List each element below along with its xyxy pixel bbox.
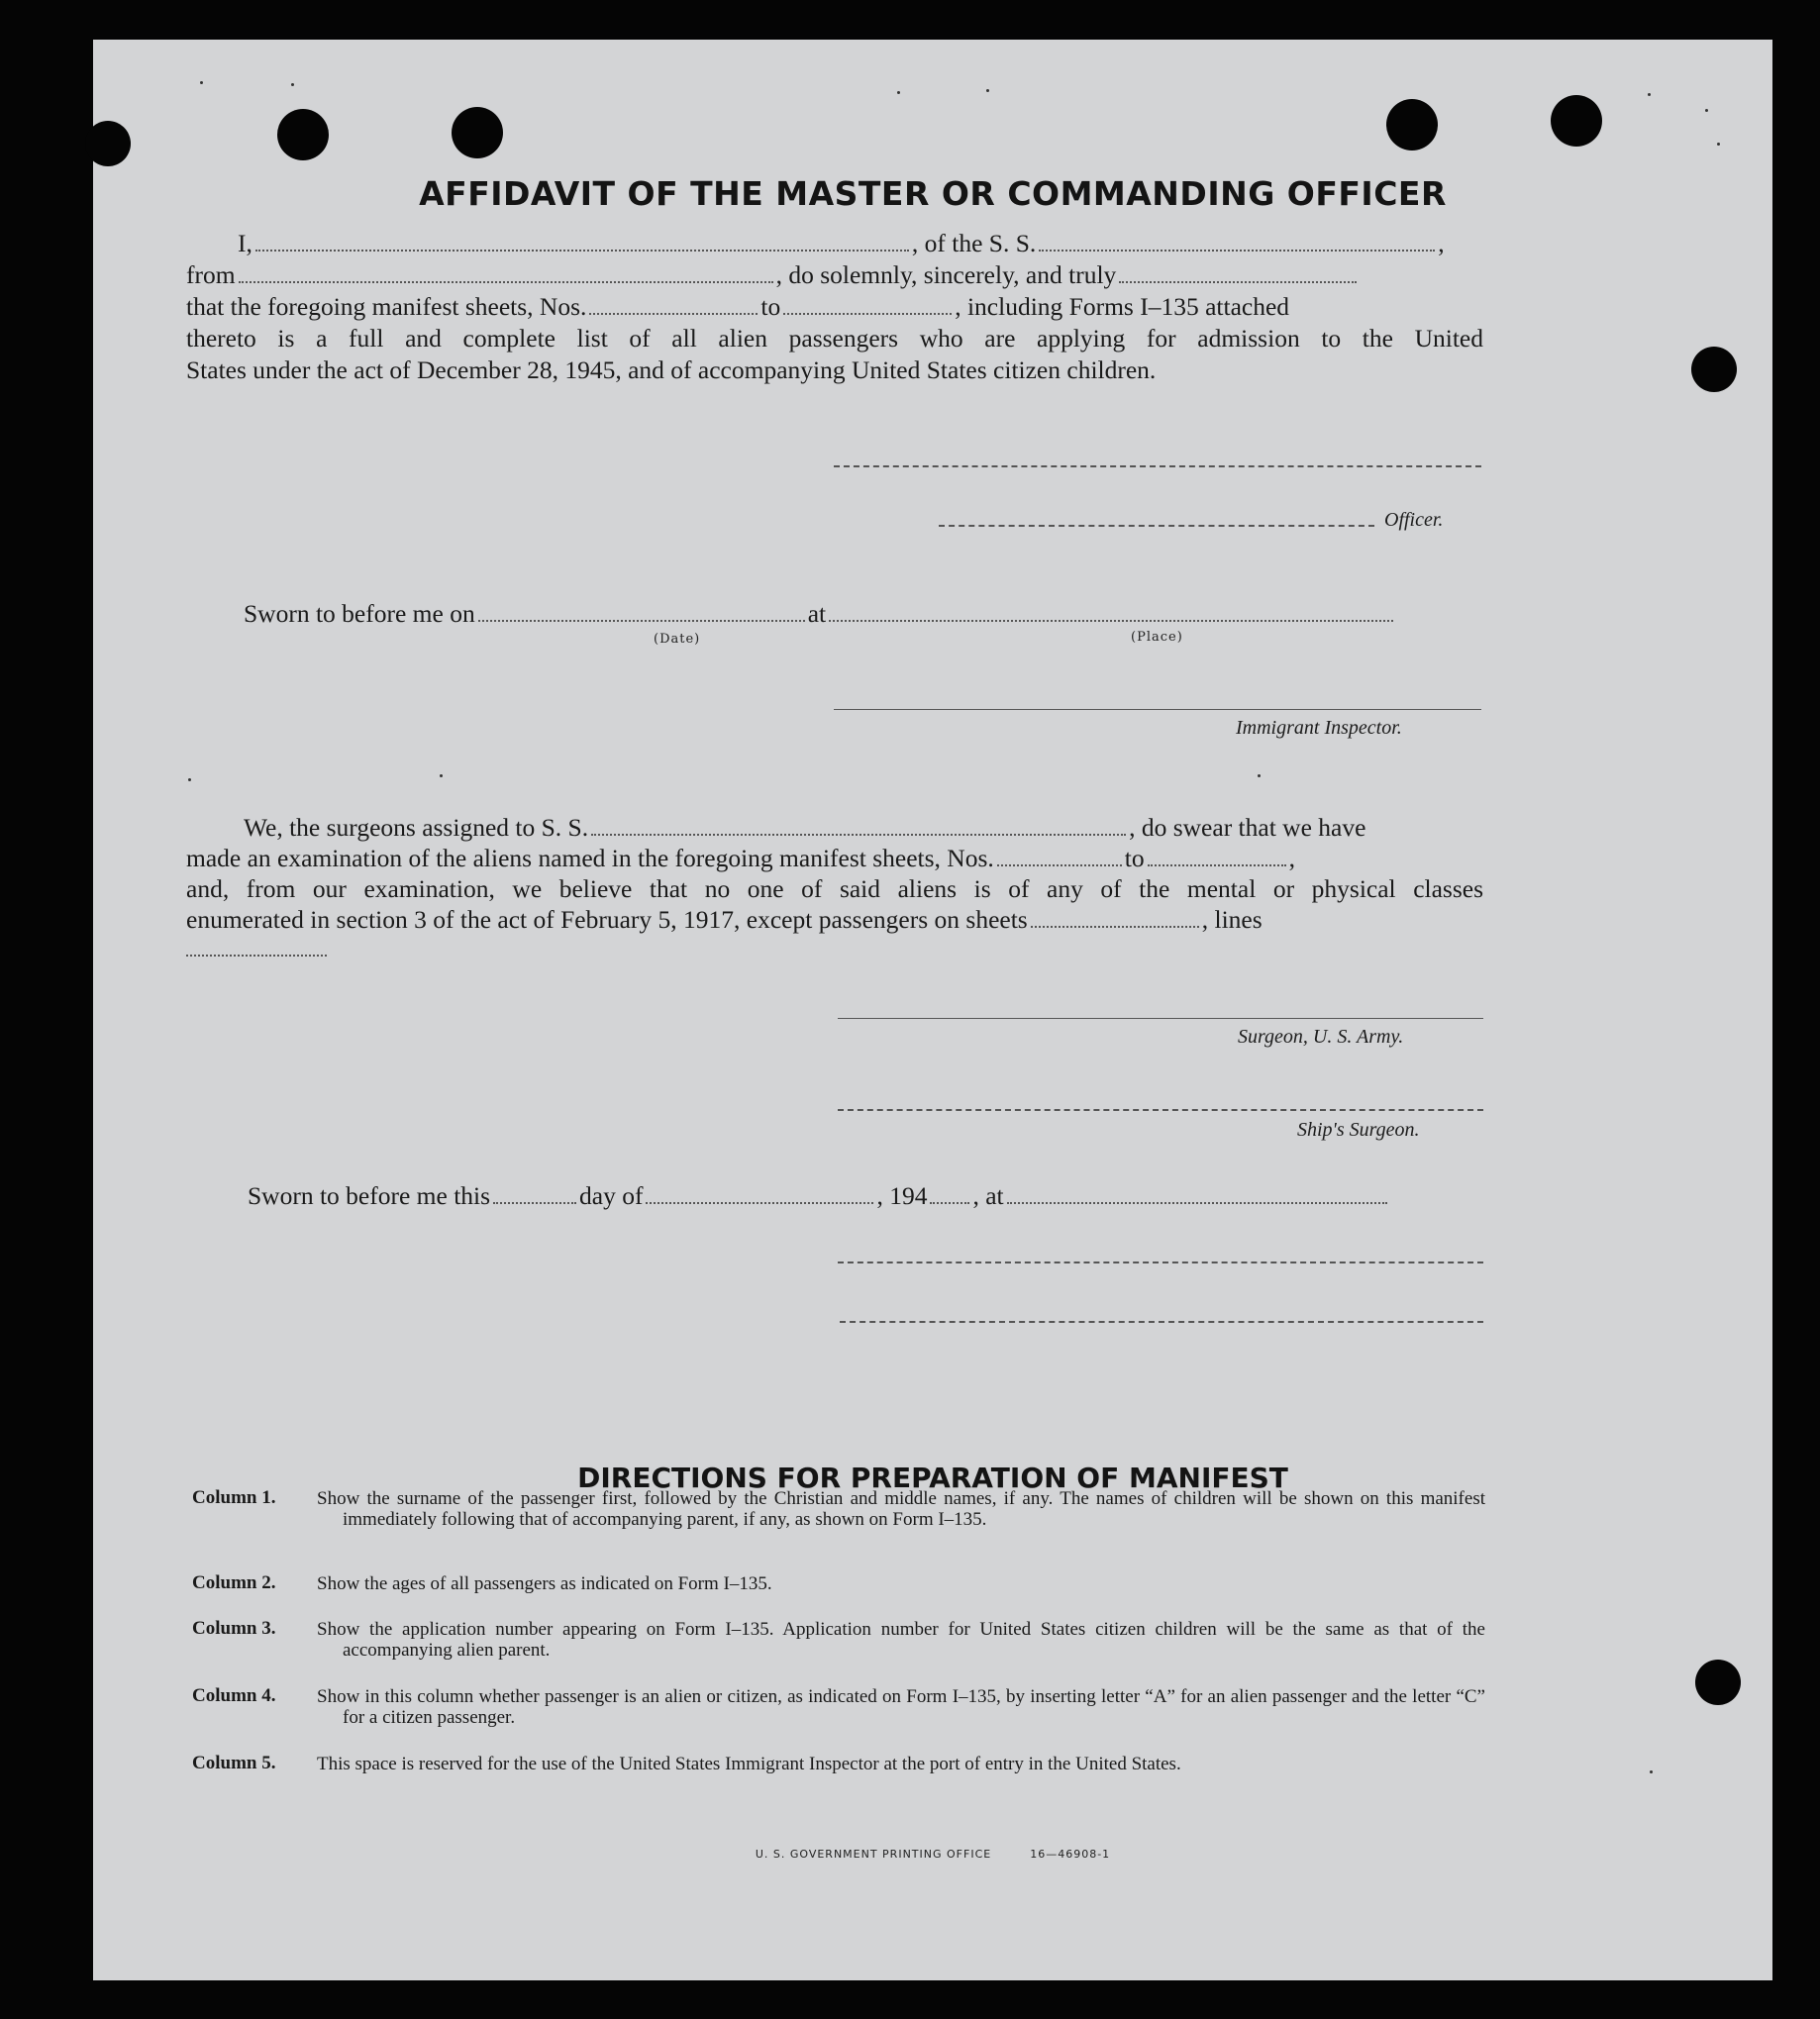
surgeon-ship-field[interactable] bbox=[591, 812, 1126, 836]
sheet-to-field[interactable] bbox=[783, 291, 952, 315]
surgeons-line-2 bbox=[186, 843, 1295, 873]
text-from: from bbox=[186, 260, 236, 289]
column-3-label: Column 3. bbox=[192, 1618, 276, 1639]
text-to: to bbox=[1124, 844, 1145, 872]
printer-footer bbox=[93, 1848, 1772, 1861]
surgeons-line-4 bbox=[186, 904, 1263, 935]
year-field[interactable] bbox=[930, 1180, 969, 1204]
inspector-signature-line[interactable] bbox=[834, 709, 1481, 710]
printer-name: U. S. GOVERNMENT PRINTING OFFICE bbox=[755, 1848, 992, 1861]
army-surgeon-signature-line[interactable] bbox=[838, 1018, 1483, 1019]
text-solemnly: , do solemnly, sincerely, and truly bbox=[775, 260, 1117, 289]
punch-hole bbox=[1691, 347, 1737, 392]
master-name-field[interactable] bbox=[255, 228, 909, 252]
column-3-text bbox=[317, 1619, 1485, 1661]
form-code: 16—46908-1 bbox=[1030, 1848, 1111, 1861]
army-surgeon-caption: Surgeon, U. S. Army. bbox=[1238, 1026, 1404, 1048]
text-comma: , bbox=[1288, 844, 1295, 872]
punch-hole bbox=[1386, 99, 1438, 151]
from-port-field[interactable] bbox=[239, 259, 773, 283]
text-surgeons-assigned: We, the surgeons assigned to S. S. bbox=[244, 813, 589, 842]
date-caption: (Date) bbox=[654, 632, 701, 647]
date-field[interactable] bbox=[478, 598, 805, 622]
except-sheets-field[interactable] bbox=[1031, 904, 1199, 928]
ship-surgeon-signature-line[interactable] bbox=[838, 1109, 1483, 1111]
column-5-label: Column 5. bbox=[192, 1753, 276, 1773]
text-do-swear: , do swear that we have bbox=[1129, 813, 1366, 842]
lines-field[interactable] bbox=[186, 933, 327, 957]
speck bbox=[291, 83, 294, 86]
affidavit-line-1 bbox=[238, 228, 1445, 258]
affidavit-line-3 bbox=[186, 291, 1289, 322]
speck bbox=[440, 774, 443, 777]
signature-line-2[interactable] bbox=[838, 1262, 1483, 1263]
affidavit-title: AFFIDAVIT OF THE MASTER OR COMMANDING OFFICER bbox=[419, 174, 1447, 213]
sworn-line-1 bbox=[244, 598, 1396, 629]
sheet-from-field[interactable] bbox=[589, 291, 758, 315]
surgeon-sheet-from-field[interactable] bbox=[997, 843, 1122, 866]
sworn-place-field[interactable] bbox=[1007, 1180, 1387, 1204]
text-enumerated: enumerated in section 3 of the act of February 5, 1917, except passengers on sheets bbox=[186, 905, 1028, 934]
column-5-text bbox=[317, 1754, 1485, 1774]
column-1-label: Column 1. bbox=[192, 1487, 276, 1508]
text-i: I, bbox=[238, 229, 253, 257]
text-day-of: day of bbox=[579, 1181, 644, 1210]
text-examination: made an examination of the aliens named in the foregoing manifest sheets, Nos. bbox=[186, 844, 994, 872]
speck bbox=[188, 778, 191, 781]
column-1-text bbox=[317, 1488, 1485, 1530]
speck bbox=[986, 89, 989, 92]
text-at: , at bbox=[972, 1181, 1004, 1210]
column-3-description: Show the application number appearing on Form I–135. Application number for United States citizen children will be the same as that of the accompanying alien parent. bbox=[317, 1619, 1485, 1661]
text-of-ss: , of the S. S. bbox=[911, 229, 1037, 257]
officer-signature-line[interactable] bbox=[939, 525, 1374, 527]
officer-caption: Officer. bbox=[1384, 509, 1444, 531]
directions-heading: DIRECTIONS FOR PREPARATION OF MANIFEST bbox=[577, 1462, 1288, 1494]
sworn-line-2 bbox=[248, 1180, 1390, 1211]
column-2-label: Column 2. bbox=[192, 1572, 276, 1593]
column-4-description: Show in this column whether passenger is an alien or citizen, as indicated on Form I–135, by inserting letter “A” for an alien passenger and the letter “C” for a citizen passenger. bbox=[317, 1686, 1485, 1728]
text-comma: , bbox=[1438, 229, 1445, 257]
punch-hole bbox=[452, 107, 503, 158]
speck bbox=[1258, 774, 1261, 777]
place-caption: (Place) bbox=[1131, 630, 1183, 645]
speck bbox=[1717, 143, 1720, 146]
column-2-description: Show the ages of all passengers as indicated on Form I–135. bbox=[317, 1573, 772, 1594]
column-2-text bbox=[317, 1573, 1485, 1594]
text-manifest-sheets: that the foregoing manifest sheets, Nos. bbox=[186, 292, 587, 321]
surgeons-line-5 bbox=[186, 933, 330, 963]
text-year: , 194 bbox=[876, 1181, 928, 1210]
punch-hole bbox=[1695, 1660, 1741, 1705]
month-field[interactable] bbox=[646, 1180, 873, 1204]
ship-name-field[interactable] bbox=[1039, 228, 1435, 252]
column-1-description: Show the surname of the passenger first, followed by the Christian and middle names, if any. The names of children will be shown on this manifest immediately following that of accompanying parent, if any, as shown on Form I–135. bbox=[317, 1488, 1485, 1530]
place-field[interactable] bbox=[829, 598, 1393, 622]
punch-hole bbox=[1551, 95, 1602, 147]
speck bbox=[1648, 93, 1651, 96]
punch-hole bbox=[85, 121, 131, 166]
column-4-label: Column 4. bbox=[192, 1685, 276, 1706]
affidavit-line-2 bbox=[186, 259, 1360, 290]
inspector-caption: Immigrant Inspector. bbox=[1236, 717, 1402, 739]
affidavit-line-4: thereto is a full and complete list of all alien passengers who are applying for admission to the United bbox=[186, 324, 1483, 353]
speck bbox=[200, 81, 203, 84]
text-lines: , lines bbox=[1201, 905, 1263, 934]
speck bbox=[1705, 109, 1708, 112]
signature-line-3[interactable] bbox=[840, 1321, 1483, 1323]
affidavit-line-5: States under the act of December 28, 1945, and of accompanying United States citizen children. bbox=[186, 355, 1157, 384]
swear-field[interactable] bbox=[1119, 259, 1357, 283]
text-sworn-this: Sworn to before me this bbox=[248, 1181, 491, 1210]
day-field[interactable] bbox=[493, 1180, 576, 1204]
text-including: , including Forms I–135 attached bbox=[955, 292, 1290, 321]
speck bbox=[1650, 1770, 1653, 1773]
surgeon-sheet-to-field[interactable] bbox=[1148, 843, 1286, 866]
punch-hole bbox=[277, 109, 329, 160]
ship-surgeon-caption: Ship's Surgeon. bbox=[1297, 1119, 1420, 1141]
column-4-text bbox=[317, 1686, 1485, 1728]
form-sheet bbox=[93, 40, 1772, 1980]
text-at: at bbox=[807, 599, 827, 628]
speck bbox=[897, 91, 900, 94]
surgeons-line-1 bbox=[244, 812, 1365, 843]
text-to: to bbox=[760, 292, 781, 321]
text-sworn-on: Sworn to before me on bbox=[244, 599, 475, 628]
surgeons-line-3: and, from our examination, we believe that no one of said aliens is of any of the mental or physical classes bbox=[186, 874, 1483, 903]
signature-line[interactable] bbox=[834, 465, 1481, 467]
column-5-description: This space is reserved for the use of the United States Immigrant Inspector at the port of entry in the United States. bbox=[317, 1754, 1181, 1774]
